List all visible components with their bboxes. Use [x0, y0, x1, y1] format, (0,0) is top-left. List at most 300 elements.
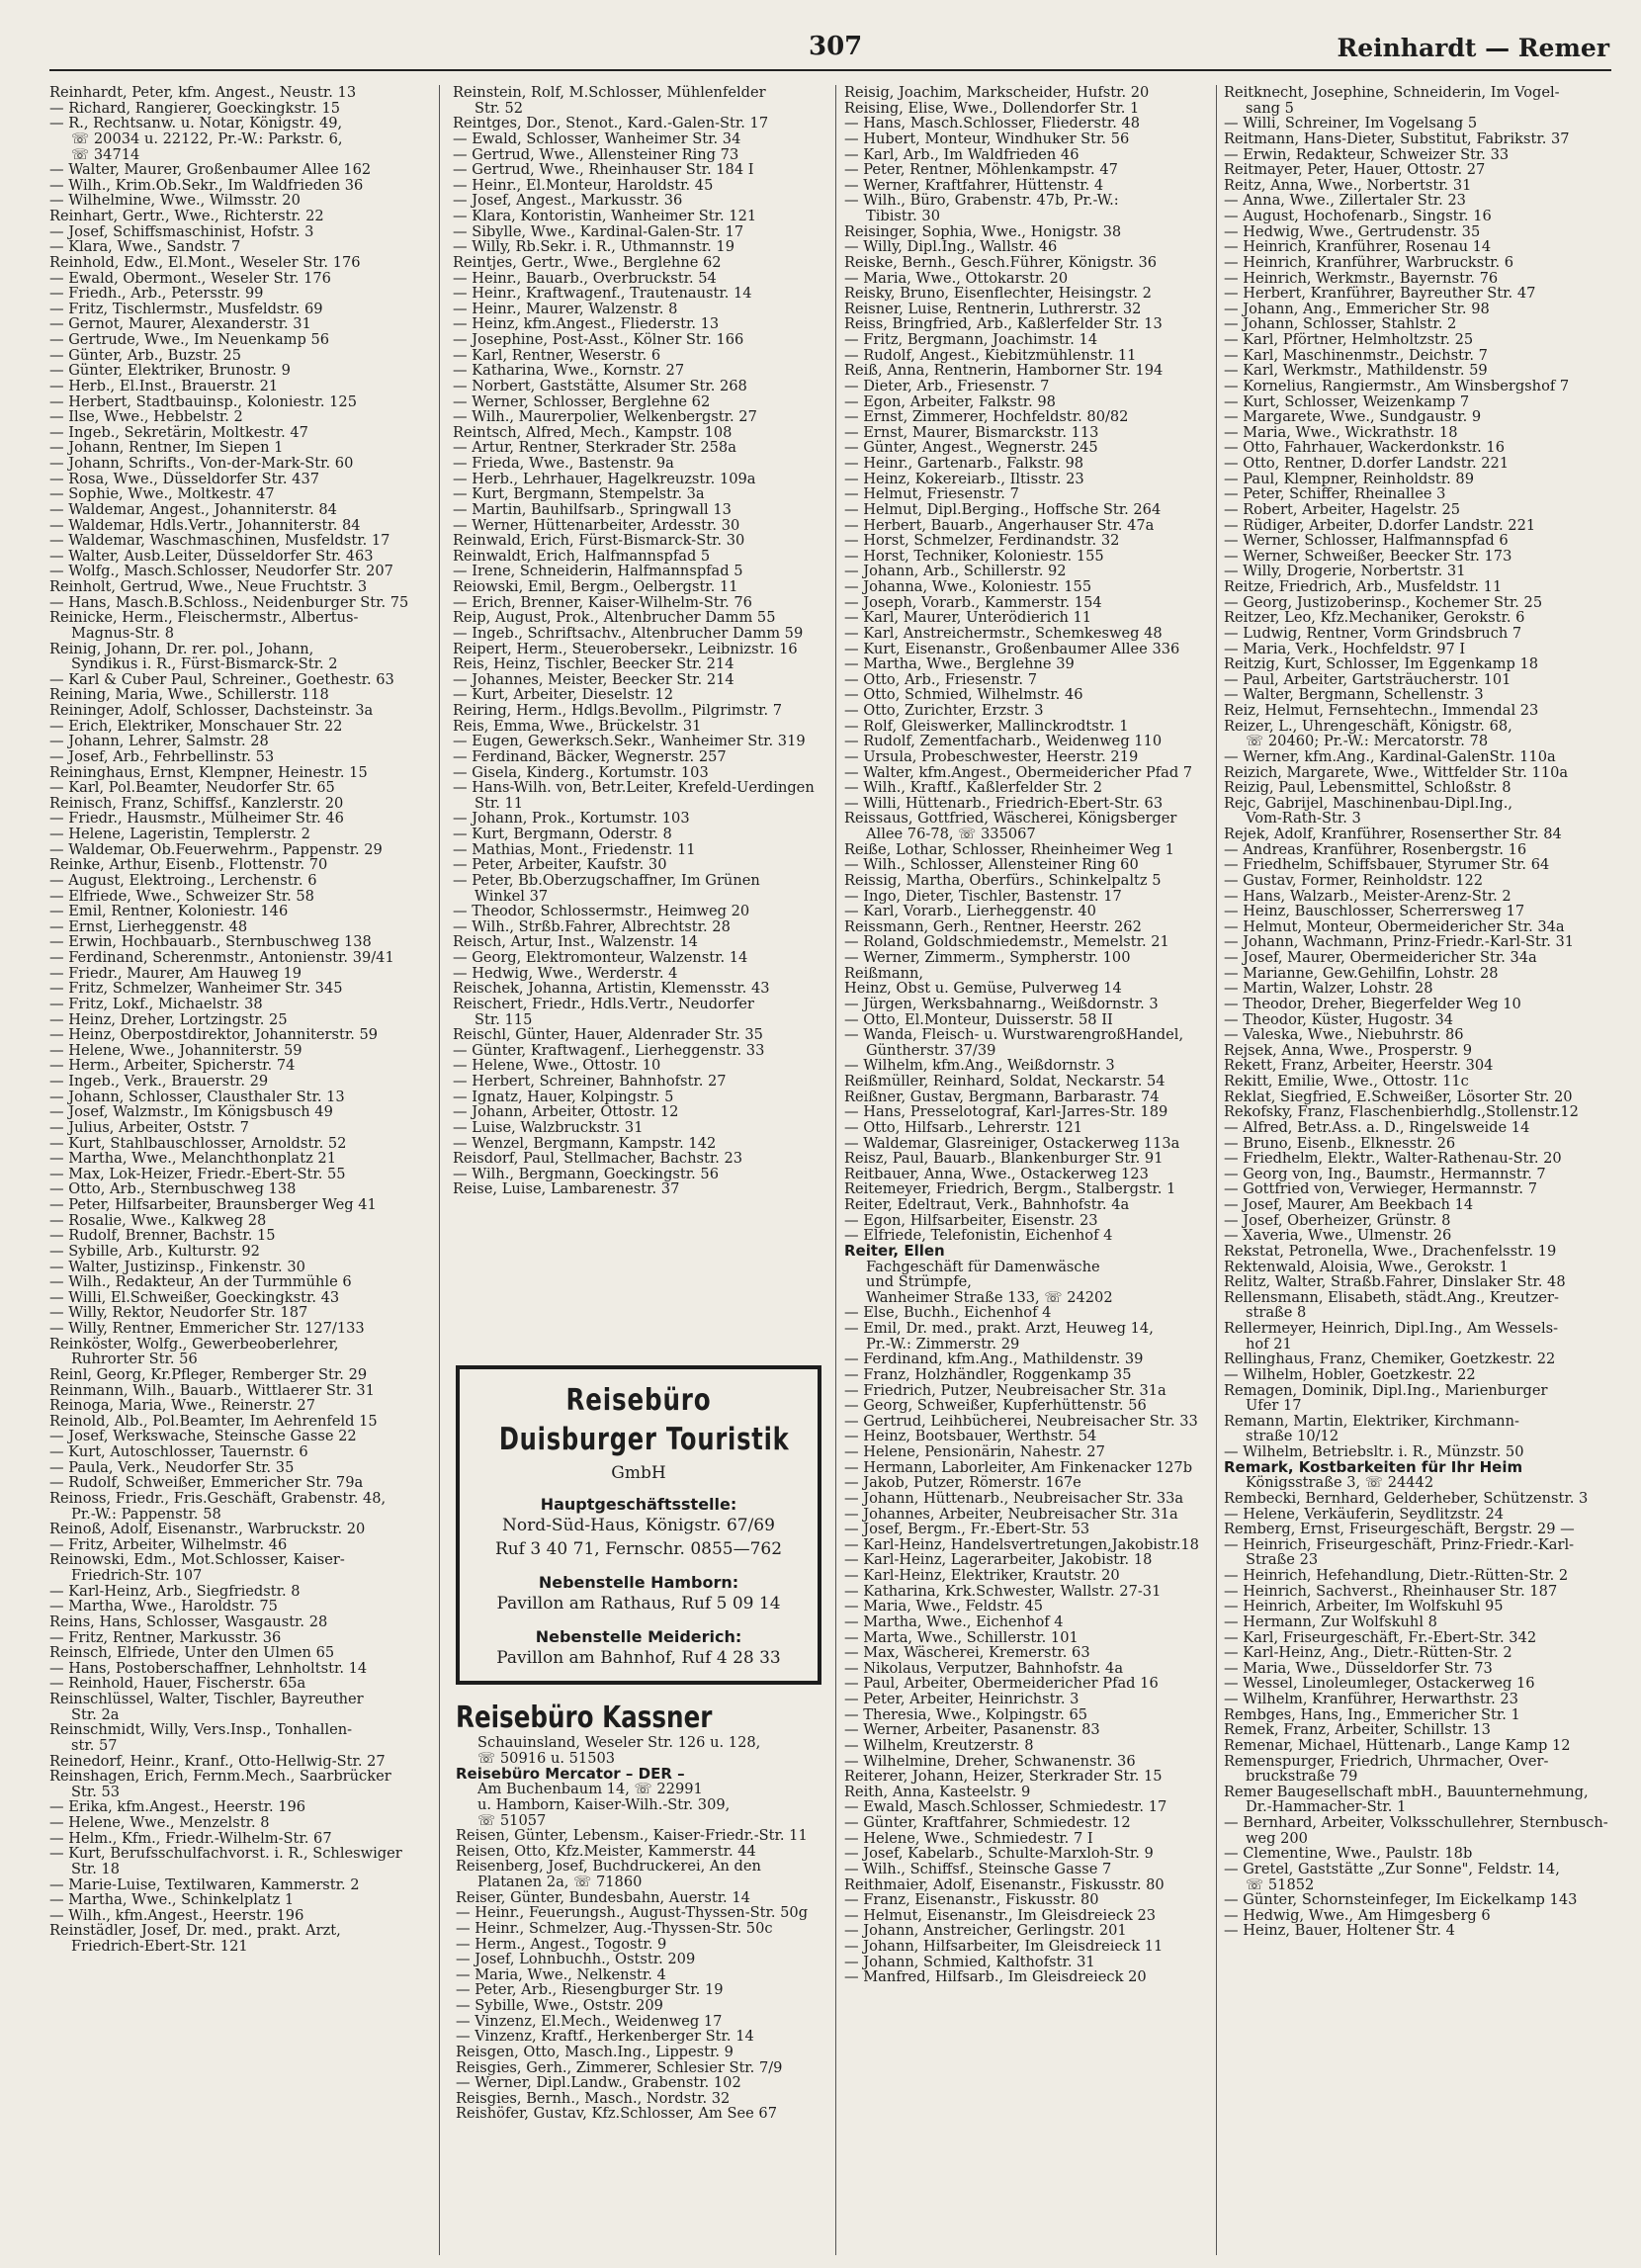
directory-entry: — Helmut, Dipl.Berging., Hoffsche Str. 264 [844, 501, 1162, 518]
directory-entry: — Werner, Kraftfahrer, Hüttenstr. 4 [844, 177, 1104, 194]
directory-entry: — Martha, Wwe., Eichenhof 4 [844, 1614, 1064, 1630]
directory-entry-continuation: Fachgeschäft für Damenwäsche [866, 1259, 1100, 1275]
directory-entry: Reitbauer, Anna, Wwe., Ostackerweg 123 [844, 1166, 1149, 1182]
directory-entry: Remberg, Ernst, Friseurgeschäft, Bergstr. 29 — [1224, 1522, 1575, 1537]
directory-entry: Reinhold, Edw., El.Mont., Weseler Str. 176 [49, 254, 361, 271]
directory-entry: — Fritz, Tischlermstr., Musfeldstr. 69 [49, 301, 323, 317]
directory-entry: — Jakob, Putzer, Römerstr. 167e [844, 1475, 1081, 1491]
directory-entry: — Johann, Prok., Kortumstr. 103 [453, 811, 690, 827]
directory-entry: — Sophie, Wwe., Moltkestr. 47 [49, 486, 275, 502]
advert-line: Reisen, Otto, Kfz.Meister, Kammerstr. 44 [456, 1842, 756, 1860]
directory-entry: — Theodor, Küster, Hugostr. 34 [1224, 1011, 1454, 1028]
directory-entry: — Wilhelm, Kranführer, Herwarthstr. 23 [1224, 1692, 1518, 1707]
directory-entry: Reinwald, Erich, Fürst-Bismarck-Str. 30 [453, 533, 745, 549]
directory-entry: — Maria, Wwe., Düsseldorfer Str. 73 [1224, 1660, 1493, 1677]
directory-entry: Reisdorf, Paul, Stellmacher, Bachstr. 23 [453, 1151, 743, 1167]
directory-entry: — Heinr., Maurer, Walzenstr. 8 [453, 301, 678, 317]
directory-entry: — Maria, Wwe., Ottokarstr. 20 [844, 270, 1069, 287]
directory-entry: — Franz, Holzhändler, Roggenkamp 35 [844, 1366, 1132, 1383]
directory-entry: Reinoß, Adolf, Eisenanstr., Warbruckstr. 20 [49, 1522, 366, 1537]
directory-entry-continuation: Straße 23 [1246, 1552, 1319, 1568]
directory-entry: — Otto, Hilfsarb., Lehrerstr. 121 [844, 1119, 1083, 1136]
directory-entry: Rekstat, Petronella, Wwe., Drachenfelsstr. 19 [1224, 1243, 1557, 1260]
directory-entry: — Karl, Werkmstr., Mathildenstr. 59 [1224, 363, 1488, 379]
directory-entry-continuation: Dr.-Hammacher-Str. 1 [1246, 1799, 1407, 1815]
directory-entry: — Nikolaus, Verputzer, Bahnhofstr. 4a [844, 1660, 1124, 1677]
directory-entry-continuation: Pr.-W.: Pappenstr. 58 [71, 1506, 221, 1523]
directory-entry: — Johann, Arbeiter, Ottostr. 12 [453, 1104, 679, 1120]
column-divider [835, 85, 836, 2255]
directory-entry: Remenar, Michael, Hüttenarb., Lange Kamp 12 [1224, 1737, 1571, 1754]
directory-entry: — Julius, Arbeiter, Oststr. 7 [49, 1119, 249, 1136]
directory-entry: — Kurt, Arbeiter, Dieselstr. 12 [453, 687, 674, 703]
directory-entry: — Fritz, Schmelzer, Wanheimer Str. 345 [49, 981, 343, 997]
directory-entry: — Wilhelmine, Dreher, Schwanenstr. 36 [844, 1753, 1136, 1770]
directory-entry: Reischert, Friedr., Hdls.Vertr., Neudorfer [453, 996, 754, 1012]
directory-entry: — Josef, Werkswache, Steinsche Gasse 22 [49, 1429, 357, 1444]
directory-entry: Rektenwald, Aloisia, Wwe., Gerokstr. 1 [1224, 1259, 1509, 1275]
directory-entry: — Herb., Lehrhauer, Hagelkreuzstr. 109a [453, 471, 756, 487]
directory-entry: — Otto, Zurichter, Erzstr. 3 [844, 703, 1044, 719]
directory-entry: Rejsek, Anna, Wwe., Prosperstr. 9 [1224, 1042, 1473, 1059]
directory-entry-continuation: Pr.-W.: Zimmerstr. 29 [866, 1336, 1020, 1352]
directory-entry: Reinstein, Rolf, M.Schlosser, Mühlenfelder [453, 85, 766, 101]
directory-entry: — Helene, Lageristin, Templerstr. 2 [49, 827, 310, 842]
directory-entry: Remek, Franz, Arbeiter, Schillstr. 13 [1224, 1722, 1491, 1738]
directory-entry: Reiß, Anna, Rentnerin, Hamborner Str. 194 [844, 363, 1164, 379]
directory-entry: — Günter, Schornsteinfeger, Im Eickelkamp 143 [1224, 1892, 1578, 1908]
directory-entry: Rekett, Franz, Arbeiter, Heerstr. 304 [1224, 1058, 1494, 1074]
advert-heading: Hauptgeschäftsstelle: [540, 1495, 737, 1514]
directory-entry: — Jürgen, Werksbahnarng., Weißdornstr. 3 [844, 996, 1159, 1012]
directory-entry: — Wilh., kfm.Angest., Heerstr. 196 [49, 1907, 304, 1924]
directory-entry: — Kurt, Schlosser, Weizenkamp 7 [1224, 393, 1470, 410]
directory-entry: — Josef, Kabelarb., Schulte-Marxloh-Str. 9 [844, 1846, 1154, 1862]
directory-entry: — Walter, Ausb.Leiter, Düsseldorfer Str. 463 [49, 548, 374, 565]
directory-entry: — Heinz, Oberpostdirektor, Johanniterstr. 59 [49, 1027, 379, 1043]
directory-entry-continuation: Tibistr. 30 [866, 209, 940, 224]
directory-entry: — Otto, Schmied, Wilhelmstr. 46 [844, 687, 1083, 703]
directory-entry: Reitmann, Hans-Dieter, Substitut, Fabrikstr. 37 [1224, 131, 1570, 147]
directory-entry: — Heinrich, Hefehandlung, Dietr.-Rütten-Str. 2 [1224, 1568, 1569, 1584]
directory-entry: — Waldemar, Ob.Feuerwehrm., Pappenstr. 29 [49, 841, 383, 858]
directory-entry: — Kurt, Berufsschulfachvorst. i. R., Schleswiger [49, 1846, 402, 1862]
directory-entry: — Wilh., Kraftf., Kaßlerfelder Str. 2 [844, 780, 1102, 796]
directory-entry: — Hubert, Monteur, Windhuker Str. 56 [844, 131, 1130, 147]
directory-heading: Remark, Kostbarkeiten für Ihr Heim [1224, 1459, 1523, 1476]
directory-entry: — Joseph, Vorarb., Kammerstr. 154 [844, 594, 1102, 611]
directory-entry: — Karl, Vorarb., Lierheggenstr. 40 [844, 904, 1096, 919]
directory-entry-continuation: Syndikus i. R., Fürst-Bismarck-Str. 2 [71, 656, 338, 672]
directory-entry: — Otto, Fahrhauer, Wackerdonkstr. 16 [1224, 440, 1505, 456]
advert-lines [456, 1735, 821, 2122]
directory-entry: — Karl-Heinz, Elektriker, Krautstr. 20 [844, 1568, 1120, 1584]
directory-entry: Reininghaus, Ernst, Klempner, Heinestr. 15 [49, 764, 368, 781]
directory-entry: — Johann, Hilfsarbeiter, Im Gleisdreieck 11 [844, 1939, 1164, 1955]
directory-entry: Reitz, Anna, Wwe., Norbertstr. 31 [1224, 177, 1472, 194]
directory-entry: — Werner, Zimmerm., Sympherstr. 100 [844, 950, 1131, 966]
directory-entry: — Dieter, Arb., Friesenstr. 7 [844, 378, 1050, 394]
directory-entry: Reinold, Alb., Pol.Beamter, Im Aehrenfeld 15 [49, 1413, 378, 1430]
directory-entry: — Heinrich, Friseurgeschäft, Prinz-Friedr.-Karl- [1224, 1536, 1575, 1553]
advert-heading: Nebenstelle Hamborn: [538, 1573, 739, 1592]
directory-entry: Reitzer, Leo, Kfz.Mechaniker, Gerokstr. 6 [1224, 610, 1525, 626]
directory-entry: — Katharina, Wwe., Kornstr. 27 [453, 363, 685, 379]
advert-line: Pavillon am Rathaus, Ruf 5 09 14 [496, 1594, 781, 1614]
directory-entry: Reinköster, Wolfg., Gewerbeoberlehrer, [49, 1336, 339, 1352]
directory-entry: — Gertrude, Wwe., Im Neuenkamp 56 [49, 332, 330, 348]
directory-entry: — Helmut, Friesenstr. 7 [844, 486, 1019, 502]
advert-line: u. Hamborn, Kaiser-Wilh.-Str. 309, [477, 1795, 731, 1813]
directory-entry: — Heinz, Bauschlosser, Scherrersweg 17 [1224, 904, 1525, 919]
directory-entry: — Marianne, Gew.Gehilfin, Lohstr. 28 [1224, 965, 1499, 982]
directory-heading: Reiter, Ellen [844, 1243, 945, 1260]
directory-entry: — Heinz, Bootsbauer, Werthstr. 54 [844, 1429, 1097, 1444]
directory-entry: — Walter, Justizinsp., Finkenstr. 30 [49, 1259, 305, 1275]
advert-line: — Heinr., Feuerungsh., August-Thyssen-Str. 50g [456, 1904, 809, 1922]
directory-entry: — Peter, Rentner, Möhlenkampstr. 47 [844, 162, 1118, 178]
directory-entry: — Hans, Walzarb., Meister-Arenz-Str. 2 [1224, 888, 1511, 905]
directory-entry: Reissig, Martha, Oberfürs., Schinkelpaltz 5 [844, 872, 1162, 889]
directory-entry: — Helmut, Monteur, Obermeidericher Str. 34a [1224, 918, 1565, 935]
directory-entry: — Martha, Wwe., Haroldstr. 75 [49, 1599, 278, 1614]
directory-entry: — Willi, Schreiner, Im Vogelsang 5 [1224, 116, 1478, 131]
directory-entry: — Wilh., Maurerpolier, Welkenbergstr. 27 [453, 409, 757, 425]
directory-entry: — Hermann, Zur Wolfskuhl 8 [1224, 1614, 1437, 1630]
directory-entry: — Fritz, Bergmann, Joachimstr. 14 [844, 332, 1098, 348]
directory-entry: Reinsch, Elfriede, Unter den Ulmen 65 [49, 1645, 335, 1661]
directory-entry: — Karl, Pförtner, Helmholtzstr. 25 [1224, 332, 1474, 348]
directory-entry: Reitknecht, Josephine, Schneiderin, Im Vogel- [1224, 85, 1560, 101]
directory-entry: — Waldemar, Glasreiniger, Ostackerweg 113a [844, 1135, 1180, 1152]
directory-entry-continuation: ☏ 51852 [1246, 1876, 1315, 1893]
directory-entry: — Frieda, Wwe., Bastenstr. 9a [453, 456, 674, 472]
directory-entry-continuation: straße 10/12 [1246, 1429, 1339, 1444]
directory-entry: — Clementine, Wwe., Paulstr. 18b [1224, 1846, 1473, 1862]
directory-entry: — Paul, Klempner, Reinholdstr. 89 [1224, 471, 1474, 487]
directory-column-1 [49, 85, 431, 2255]
directory-entry: Reinmann, Wilh., Bauarb., Wittlaerer Str. 31 [49, 1382, 375, 1399]
directory-entry: Rekitt, Emilie, Wwe., Ottostr. 11c [1224, 1074, 1469, 1090]
directory-entry: — Otto, Rentner, D.dorfer Landstr. 221 [1224, 456, 1510, 472]
directory-entry: — Ferdinand, Scherenmstr., Antonienstr. 39/41 [49, 950, 394, 966]
directory-entry: Reizich, Margarete, Wwe., Wittfelder Str. 110a [1224, 764, 1569, 781]
advert-line: Platanen 2a, ☏ 71860 [477, 1874, 643, 1890]
directory-entry: — Wenzel, Bergmann, Kampstr. 142 [453, 1135, 717, 1152]
directory-entry: — Kornelius, Rangiermstr., Am Winsbergshof 7 [1224, 378, 1570, 394]
directory-entry: — Hans, Masch.Schlosser, Fliederstr. 48 [844, 116, 1141, 131]
directory-entry: — Willy, Rb.Sekr. i. R., Uthmannstr. 19 [453, 239, 734, 255]
directory-entry: — Johanna, Wwe., Koloniestr. 155 [844, 579, 1092, 595]
directory-entry-continuation: ☏ 20034 u. 22122, Pr.-W.: Parkstr. 6, [71, 131, 343, 147]
directory-entry-continuation: Str. 115 [475, 1011, 533, 1028]
directory-entry: — Peter, Bb.Oberzugschaffner, Im Grünen [453, 872, 760, 889]
directory-entry: Relitz, Walter, Straßb.Fahrer, Dinslaker Str. 48 [1224, 1274, 1566, 1290]
directory-entry: — Helene, Pensionärin, Nahestr. 27 [844, 1444, 1105, 1460]
advert-heading: Nebenstelle Meiderich: [535, 1627, 742, 1646]
directory-entry: — Willi, Hüttenarb., Friedrich-Ebert-Str. 63 [844, 795, 1164, 812]
directory-entry: Reitemeyer, Friedrich, Bergm., Stalbergstr. 1 [844, 1181, 1176, 1197]
directory-entry: — Herm., Arbeiter, Spicherstr. 74 [49, 1058, 296, 1074]
directory-entry: — Wilhelm, Kreutzerstr. 8 [844, 1737, 1034, 1754]
directory-entry: — Rudolf, Schweißer, Emmericher Str. 79a [49, 1475, 364, 1491]
directory-entry: Reinshagen, Erich, Fernm.Mech., Saarbrücker [49, 1769, 391, 1785]
directory-entry: — Hermann, Laborleiter, Am Finkenacker 127b [844, 1459, 1193, 1476]
directory-entry: — Norbert, Gaststätte, Alsumer Str. 268 [453, 378, 747, 394]
directory-entry: Reinowski, Edm., Mot.Schlosser, Kaiser- [49, 1552, 345, 1568]
directory-entry: — Rudolf, Angest., Kiebitzmühlenstr. 11 [844, 347, 1137, 364]
directory-entry: — Heinrich, Werkmstr., Bayernstr. 76 [1224, 270, 1499, 287]
directory-entry: — Margarete, Wwe., Sundgaustr. 9 [1224, 409, 1482, 425]
directory-entry: — Erich, Brenner, Kaiser-Wilhelm-Str. 76 [453, 594, 752, 611]
directory-entry: — Wanda, Fleisch- u. WurstwarengroßHandel, [844, 1027, 1184, 1043]
directory-entry: — Friedhelm, Elektr., Walter-Rathenau-Str. 20 [1224, 1151, 1562, 1167]
directory-entry: — Herb., El.Inst., Brauerstr. 21 [49, 378, 279, 394]
directory-entry: Reiße, Lothar, Schlosser, Rheinheimer Weg 1 [844, 841, 1174, 858]
directory-entry: Reis, Emma, Wwe., Brückelstr. 31 [453, 718, 702, 735]
advert-line: Reishöfer, Gustav, Kfz.Schlosser, Am See 67 [456, 2105, 777, 2123]
directory-entry: — Werner, Schweißer, Beecker Str. 173 [1224, 548, 1512, 565]
directory-entry: — Kurt, Bergmann, Oderstr. 8 [453, 827, 672, 842]
directory-entry: — Karl, Maurer, Unterödierich 11 [844, 610, 1092, 626]
directory-entry: — Ernst, Maurer, Bismarckstr. 113 [844, 424, 1099, 441]
directory-entry: — Willy, Rektor, Neudorfer Str. 187 [49, 1305, 308, 1321]
directory-entry: Reinstädler, Josef, Dr. med., prakt. Arzt, [49, 1923, 341, 1939]
directory-entry: — Gertrud, Wwe., Rheinhauser Str. 184 I [453, 162, 754, 178]
directory-entry: — Wilhelm, Betriebsltr. i. R., Münzstr. 50 [1224, 1444, 1524, 1460]
directory-entry: — Helmut, Eisenanstr., Im Gleisdreieck 23 [844, 1907, 1157, 1924]
directory-entry-continuation: Königsstraße 3, ☏ 24442 [1246, 1475, 1434, 1491]
directory-entry-continuation: Str. 18 [71, 1861, 121, 1877]
directory-entry: — Johann, Schlosser, Stahlstr. 2 [1224, 316, 1457, 332]
directory-entry: — Erika, kfm.Angest., Heerstr. 196 [49, 1799, 306, 1815]
advert-company: Duisburger Touristik [498, 1422, 790, 1457]
directory-entry: — Wilh., Strßb.Fahrer, Albrechtstr. 28 [453, 918, 731, 935]
directory-entry: Reinwaldt, Erich, Halfmannspfad 5 [453, 548, 711, 565]
directory-entry: — Heinrich, Sachverst., Rheinhauser Str. 187 [1224, 1583, 1558, 1600]
directory-entry: — Maria, Wwe., Wickrathstr. 18 [1224, 424, 1458, 441]
directory-entry: — Luise, Walzbruckstr. 31 [453, 1119, 644, 1136]
directory-entry: — Ludwig, Rentner, Vorm Grindsbruch 7 [1224, 625, 1522, 642]
directory-entry: — Waldemar, Angest., Johanniterstr. 84 [49, 501, 337, 518]
advert-line: ☏ 51057 [477, 1811, 547, 1829]
directory-entry-continuation: und Strümpfe, [866, 1274, 972, 1290]
directory-entry: Reissmann, Gerh., Rentner, Heerstr. 262 [844, 918, 1142, 935]
directory-entry: Reiowski, Emil, Bergm., Oelbergstr. 11 [453, 579, 738, 595]
directory-entry: — Willy, Dipl.Ing., Wallstr. 46 [844, 239, 1058, 255]
directory-entry: — Artur, Rentner, Sterkrader Str. 258a [453, 440, 736, 456]
directory-entry: Remenspurger, Friedrich, Uhrmacher, Over- [1224, 1753, 1549, 1770]
directory-entry: — Peter, Arbeiter, Heinrichstr. 3 [844, 1692, 1080, 1707]
directory-entry: — Horst, Techniker, Koloniestr. 155 [844, 548, 1104, 565]
directory-entry: Remann, Martin, Elektriker, Kirchmann- [1224, 1413, 1519, 1430]
directory-entry: — Klara, Wwe., Sandstr. 7 [49, 239, 241, 255]
directory-entry: — Otto, Arb., Sternbuschweg 138 [49, 1181, 297, 1197]
directory-entry: — Johann, Wachmann, Prinz-Friedr.-Karl-Str. 31 [1224, 934, 1575, 950]
directory-entry: — Hedwig, Wwe., Am Himgesberg 6 [1224, 1907, 1491, 1924]
directory-column-4 [1224, 85, 1611, 2255]
advert-line: Reisenberg, Josef, Buchdruckerei, An den [456, 1858, 761, 1875]
directory-entry: — Martha, Wwe., Berglehne 39 [844, 656, 1075, 672]
directory-entry: Rembecki, Bernhard, Gelderheber, Schützenstr. 3 [1224, 1490, 1589, 1507]
directory-entry: — Bernhard, Arbeiter, Volksschullehrer, Sternbusch- [1224, 1815, 1608, 1831]
directory-entry-continuation: Winkel 37 [475, 888, 549, 905]
directory-entry: Reiring, Herm., Hdlgs.Bevollm., Pilgrimstr. 7 [453, 703, 783, 719]
directory-entry: — Helene, Wwe., Ottostr. 10 [453, 1058, 661, 1074]
directory-entry: — Gustav, Former, Reinholdstr. 122 [1224, 872, 1484, 889]
directory-entry: — Waldemar, Hdls.Vertr., Johanniterstr. 84 [49, 517, 361, 534]
directory-entry: — Martin, Bauhilfsarb., Springwall 13 [453, 501, 732, 518]
directory-entry: — Walter, Bergmann, Schellenstr. 3 [1224, 687, 1484, 703]
directory-entry: Reinholt, Gertrud, Wwe., Neue Fruchtstr. 3 [49, 579, 368, 595]
directory-entry: — Sybille, Arb., Kulturstr. 92 [49, 1243, 260, 1260]
advert-line: — Werner, Dipl.Landw., Grabenstr. 102 [456, 2074, 741, 2092]
header-rule [49, 69, 1611, 71]
directory-entry-continuation: bruckstraße 79 [1246, 1769, 1358, 1785]
directory-entry-continuation: Str. 52 [475, 100, 524, 117]
advert-line: Pavillon am Bahnhof, Ruf 4 28 33 [496, 1648, 781, 1668]
directory-entry: — Josef, Oberheizer, Grünstr. 8 [1224, 1212, 1451, 1229]
directory-entry: — Wessel, Linoleumleger, Ostackerweg 16 [1224, 1676, 1535, 1692]
advert-line: Am Buchenbaum 14, ☏ 22991 [477, 1781, 703, 1798]
directory-entry-continuation: Str. 2a [71, 1706, 120, 1723]
directory-entry: Reinhart, Gertr., Wwe., Richterstr. 22 [49, 209, 324, 224]
directory-entry: — Karl, Anstreichermstr., Schemkesweg 48 [844, 625, 1163, 642]
directory-entry: — Helene, Wwe., Johanniterstr. 59 [49, 1042, 302, 1059]
directory-entry: — Karl-Heinz, Arb., Siegfriedstr. 8 [49, 1583, 301, 1600]
directory-entry: Reitzig, Kurt, Schlosser, Im Eggenkamp 18 [1224, 656, 1539, 672]
directory-entry: — Peter, Hilfsarbeiter, Braunsberger Weg 41 [49, 1197, 377, 1213]
directory-entry-continuation: weg 200 [1246, 1830, 1308, 1847]
directory-entry: — Ferdinand, Bäcker, Wegnerstr. 257 [453, 748, 727, 765]
advert-line: Reisgies, Bernh., Masch., Nordstr. 32 [456, 2089, 731, 2107]
directory-entry: — Theresia, Wwe., Kolpingstr. 65 [844, 1706, 1088, 1723]
directory-entry: — Helene, Wwe., Schmiedestr. 7 I [844, 1830, 1093, 1847]
directory-entry: — Alfred, Betr.Ass. a. D., Ringelsweide 14 [1224, 1119, 1530, 1136]
directory-entry: — Valeska, Wwe., Niebuhrstr. 86 [1224, 1027, 1464, 1043]
directory-entry: — Klara, Kontoristin, Wanheimer Str. 121 [453, 209, 757, 224]
directory-entry: — Walter, Maurer, Großenbaumer Allee 162 [49, 162, 372, 178]
directory-entry: — Hans-Wilh. von, Betr.Leiter, Krefeld-Uerdingen [453, 780, 815, 796]
directory-entry: — Johann, Schlosser, Clausthaler Str. 13 [49, 1089, 345, 1105]
directory-entry: — Rosalie, Wwe., Kalkweg 28 [49, 1212, 267, 1229]
directory-entry: — Paul, Arbeiter, Obermeidericher Pfad 16 [844, 1676, 1159, 1692]
directory-entry: Reinig, Johann, Dr. rer. pol., Johann, [49, 641, 314, 657]
advert-title: Reisebüro [565, 1383, 712, 1418]
directory-entry-continuation: ☏ 20460; Pr.-W.: Mercatorstr. 78 [1246, 734, 1489, 749]
directory-entry: — Maria, Verk., Hochfeldstr. 97 I [1224, 641, 1466, 657]
column-divider [439, 85, 440, 2255]
directory-entry: — Reinhold, Hauer, Fischerstr. 65a [49, 1676, 306, 1692]
directory-entry: — Wilhelmine, Wwe., Wilmsstr. 20 [49, 193, 301, 209]
advert-line: — Vinzenz, Kraftf., Herkenberger Str. 14 [456, 2028, 754, 2046]
directory-entry: — Otto, El.Monteur, Duisserstr. 58 II [844, 1011, 1113, 1028]
directory-entry: — Wilh., Redakteur, An der Turmmühle 6 [49, 1274, 352, 1290]
directory-entry: — Johann, Rentner, Im Siepen 1 [49, 440, 284, 456]
directory-entry: — Rüdiger, Arbeiter, D.dorfer Landstr. 221 [1224, 517, 1536, 534]
advert-line: Ruf 3 40 71, Fernschr. 0855—762 [494, 1539, 783, 1559]
directory-entry: — Sibylle, Wwe., Kardinal-Galen-Str. 17 [453, 223, 744, 240]
directory-entry: — Max, Wäscherei, Kremerstr. 63 [844, 1645, 1090, 1661]
directory-entry: — Richard, Rangierer, Goeckingkstr. 15 [49, 100, 341, 117]
directory-entry: — Johann, Anstreicher, Gerlingstr. 201 [844, 1923, 1127, 1939]
directory-entry: — Peter, Schiffer, Rheinallee 3 [1224, 486, 1446, 502]
directory-entry: Rejc, Gabrijel, Maschinenbau-Dipl.Ing., [1224, 795, 1513, 812]
advert-line: Reisgies, Gerh., Zimmerer, Schlesier Str. 7/9 [456, 2058, 783, 2076]
directory-entry: — Karl-Heinz, Handelsvertretungen,Jakobistr.18 [844, 1536, 1199, 1553]
directory-entry: — Günter, Angest., Wegnerstr. 245 [844, 440, 1098, 456]
directory-entry: Reinschlüssel, Walter, Tischler, Bayreuther [49, 1692, 364, 1707]
directory-entry: — Karl, Maschinenmstr., Deichstr. 7 [1224, 347, 1488, 364]
directory-entry: Reizer, L., Uhrengeschäft, Königstr. 68, [1224, 718, 1512, 735]
directory-entry: — Herbert, Kranführer, Bayreuther Str. 47 [1224, 286, 1536, 302]
directory-entry: — Kurt, Eisenanstr., Großenbaumer Allee 336 [844, 641, 1180, 657]
directory-entry: Rellensmann, Elisabeth, städt.Ang., Kreutzer- [1224, 1289, 1559, 1306]
directory-entry: Reising, Elise, Wwe., Dollendorfer Str. 1 [844, 100, 1140, 117]
directory-entry: — Friedhelm, Schiffsbauer, Styrumer Str. 64 [1224, 857, 1550, 873]
directory-entry: Reiss, Bringfried, Arb., Kaßlerfelder Str. 13 [844, 316, 1163, 332]
directory-entry: — Rolf, Gleiswerker, Mallinckrodtstr. 1 [844, 718, 1129, 735]
advert-line: Reisebüro Mercator – DER – [456, 1765, 685, 1784]
directory-entry-continuation: straße 8 [1246, 1305, 1307, 1321]
directory-entry: Reischl, Günter, Hauer, Aldenrader Str. 35 [453, 1027, 763, 1043]
directory-entry: — Martin, Walzer, Lohstr. 28 [1224, 981, 1433, 997]
advert-line: Schauinsland, Weseler Str. 126 u. 128, [477, 1734, 761, 1751]
directory-entry: — August, Elektroing., Lerchenstr. 6 [49, 872, 317, 889]
directory-entry: Reisner, Luise, Rentnerin, Luthrerstr. 32 [844, 301, 1142, 317]
directory-entry: — Maria, Wwe., Feldstr. 45 [844, 1599, 1044, 1614]
directory-entry: Reisz, Paul, Bauarb., Blankenburger Str. 91 [844, 1151, 1164, 1167]
directory-entry: — Friedh., Arb., Petersstr. 99 [49, 286, 264, 302]
directory-entry: Reining, Maria, Wwe., Schillerstr. 118 [49, 687, 329, 703]
directory-entry: — Josephine, Post-Asst., Kölner Str. 166 [453, 332, 744, 348]
directory-entry: — Heinr., Kraftwagenf., Trautenaustr. 14 [453, 286, 752, 302]
directory-entry: — Horst, Schmelzer, Ferdinandstr. 32 [844, 533, 1120, 549]
directory-entry: — Emil, Dr. med., prakt. Arzt, Heuweg 14, [844, 1321, 1154, 1337]
directory-entry: — Heinz, Bauer, Holtener Str. 4 [1224, 1923, 1455, 1939]
directory-entry: — Ernst, Lierheggenstr. 48 [49, 918, 248, 935]
directory-entry: Rellinghaus, Franz, Chemiker, Goetzkestr. 22 [1224, 1352, 1556, 1367]
directory-entry: — Max, Lok-Heizer, Friedr.-Ebert-Str. 55 [49, 1166, 346, 1182]
directory-entry: — Ferdinand, kfm.Ang., Mathildenstr. 39 [844, 1352, 1144, 1367]
directory-entry: — R., Rechtsanw. u. Notar, Königstr. 49, [49, 116, 343, 131]
directory-entry: Remer Baugesellschaft mbH., Bauunternehmung, [1224, 1784, 1589, 1800]
directory-entry: — Ingo, Dieter, Tischler, Bastenstr. 17 [844, 888, 1122, 905]
directory-entry: — Ewald, Obermont., Weseler Str. 176 [49, 270, 331, 287]
directory-entry: — Heinz, Kokereiarb., Iltisstr. 23 [844, 471, 1084, 487]
directory-entry: — Heinr., Gartenarb., Falkstr. 98 [844, 456, 1084, 472]
directory-entry: — Karl-Heinz, Ang., Dietr.-Rütten-Str. 2 [1224, 1645, 1512, 1661]
directory-entry: Reintges, Dor., Stenot., Kard.-Galen-Str. 17 [453, 116, 769, 131]
directory-entry: — Heinz, Dreher, Lortzingstr. 25 [49, 1011, 288, 1028]
directory-entry: Rekofsky, Franz, Flaschenbierhdlg.,Stollenstr.12 [1224, 1104, 1579, 1120]
directory-entry: Reissaus, Gottfried, Wäscherei, Königsberger [844, 811, 1177, 827]
directory-entry: — Günter, Elektriker, Brunostr. 9 [49, 363, 291, 379]
directory-entry-continuation: Friedrich-Ebert-Str. 121 [71, 1939, 248, 1955]
directory-entry: Rejek, Adolf, Kranführer, Rosenserther Str. 84 [1224, 827, 1562, 842]
directory-entry: — Ilse, Wwe., Hebbelstr. 2 [49, 409, 243, 425]
directory-entry: — Wilhelm, Hobler, Goetzkestr. 22 [1224, 1366, 1476, 1383]
directory-entry: — Herbert, Bauarb., Angerhauser Str. 47a [844, 517, 1155, 534]
directory-entry: — Gertrud, Wwe., Allensteiner Ring 73 [453, 146, 739, 163]
directory-entry: — Wilh., Büro, Grabenstr. 47b, Pr.-W.: [844, 193, 1119, 209]
advert-line: Nord-Süd-Haus, Königstr. 67/69 [502, 1516, 775, 1535]
directory-entry: Reinisch, Franz, Schiffsf., Kanzlerstr. 20 [49, 795, 344, 812]
advert-line: ☏ 50916 u. 51503 [477, 1749, 616, 1767]
directory-entry: — Martha, Wwe., Melanchthonplatz 21 [49, 1151, 336, 1167]
directory-entry: — Else, Buchh., Eichenhof 4 [844, 1305, 1052, 1321]
directory-entry: — Elfriede, Wwe., Schweizer Str. 58 [49, 888, 314, 905]
